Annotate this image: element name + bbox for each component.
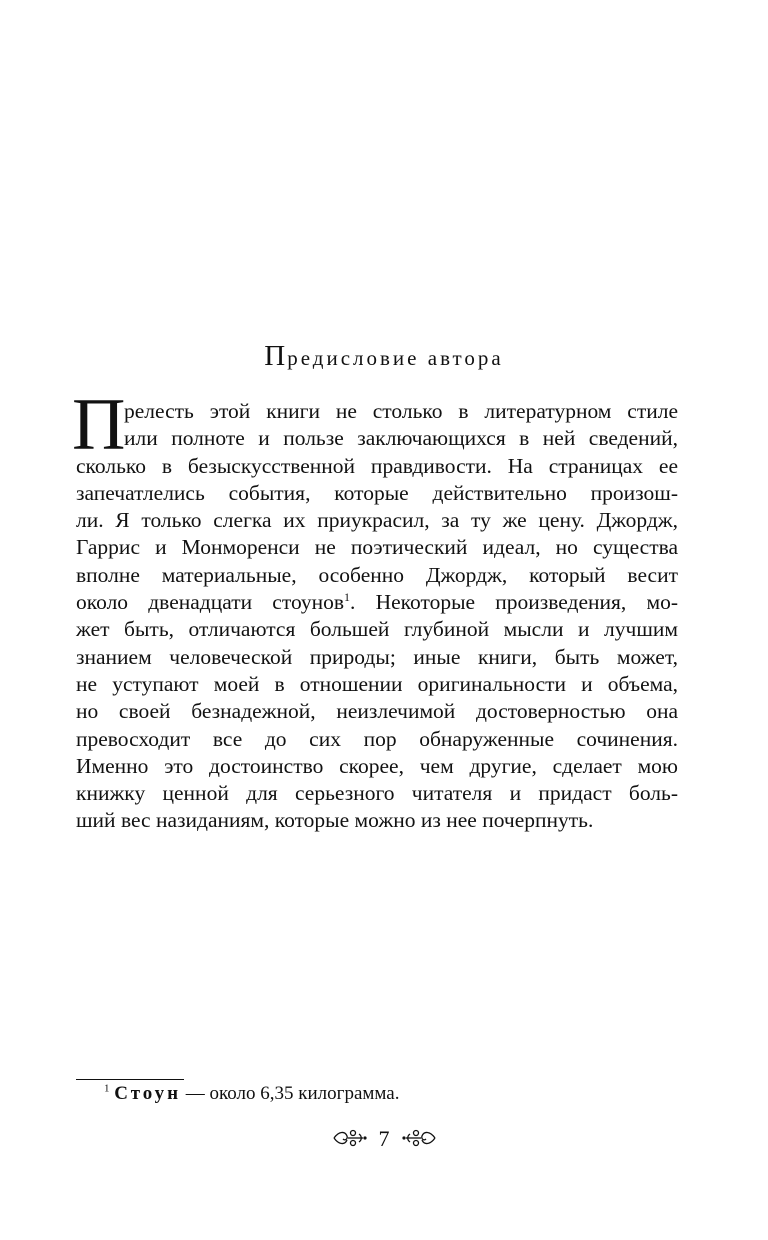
text-line: Гаррис и Монморенси не поэтический идеал, но существа (76, 535, 678, 560)
footnote-marker: 1 (104, 1082, 110, 1095)
text-segment: . Некоторые произведения, мо- (350, 590, 678, 615)
page-footer (0, 1126, 768, 1154)
text-segment: около двенадцати стоунов (76, 590, 345, 615)
text-line: книжку ценной для серьезного читателя и придаст боль- (76, 781, 678, 806)
text-line: сколько в безыскусственной правдивости. На страницах ее (76, 453, 678, 478)
heading-text: редисловие автора (287, 346, 504, 370)
preface-paragraph (72, 384, 678, 835)
text-line: ли. Я только слегка их приукрасил, за ту же цену. Джордж, (76, 508, 678, 533)
text-line: ший вес назиданиям, которые можно из нее почерпнуть. (76, 808, 594, 833)
floral-ornament-icon (331, 1128, 367, 1154)
drop-cap: П (72, 384, 126, 466)
text-line: но своей безнадежной, неизлечимой достоверностью она (76, 699, 678, 724)
text-line: вполне материальные, особенно Джордж, который весит (76, 562, 678, 587)
footnote-text: — около 6,35 килограмма. (181, 1083, 400, 1104)
heading-initial: П (264, 340, 288, 372)
text-line: запечатлелись события, которые действительно произош- (76, 480, 678, 505)
page-number: 7 (378, 1126, 390, 1151)
footnote-term: Стоун (114, 1083, 182, 1104)
footnote-rule (76, 1079, 184, 1080)
text-line: релесть этой книги не столько в литературном стиле (124, 399, 678, 423)
text-line: жет быть, отличаются большей глубиной мысли и лучшим (76, 617, 678, 642)
text-line: Именно это достоинство скорее, чем другие, сделает мою (76, 753, 678, 778)
footnote-reference[interactable]: 1 (344, 589, 351, 604)
chapter-heading (0, 340, 768, 373)
text-line: превосходит все до сих пор обнаруженные сочинения. (76, 726, 678, 751)
footnote (104, 1083, 400, 1105)
floral-ornament-icon (402, 1128, 438, 1154)
text-line (76, 589, 678, 616)
text-line: или полноте и пользе заключающихся в ней сведений, (124, 426, 678, 451)
text-line: не уступают моей в отношении оригинальности и объема, (76, 671, 678, 696)
text-line: знанием человеческой природы; иные книги, быть может, (76, 644, 678, 669)
